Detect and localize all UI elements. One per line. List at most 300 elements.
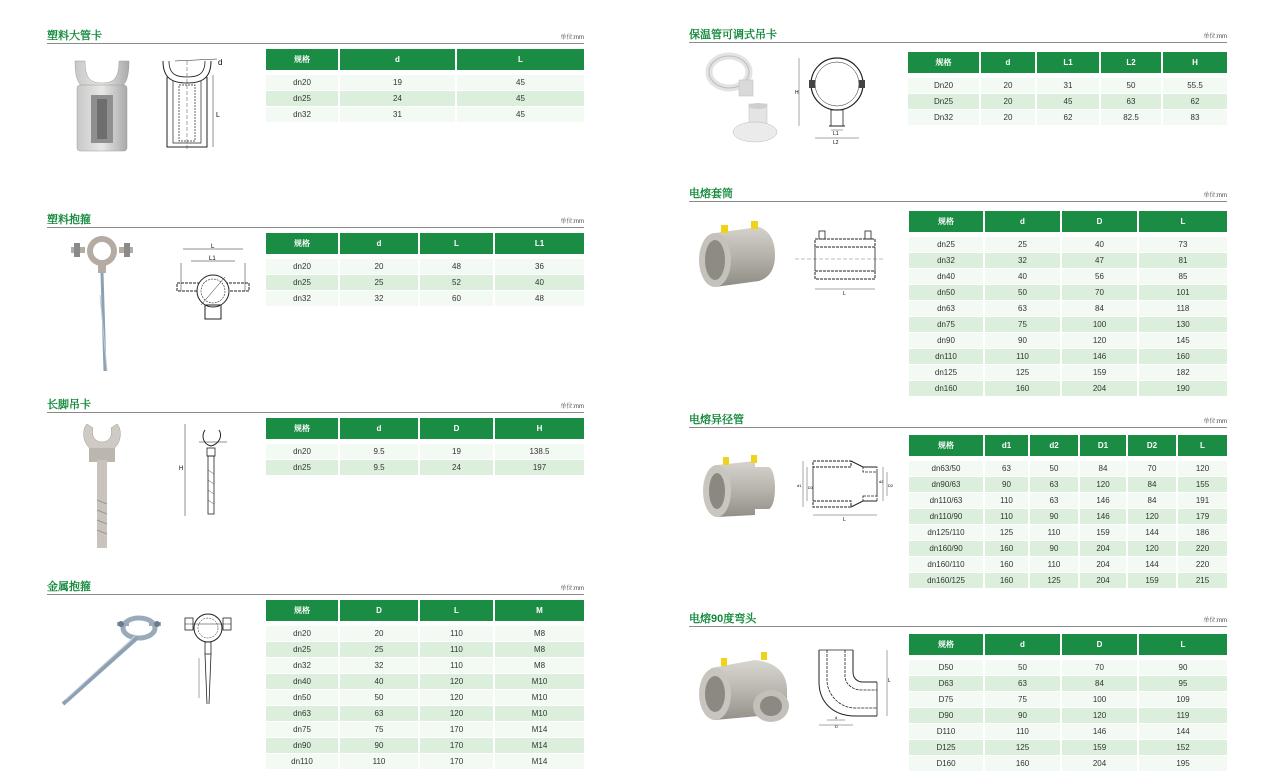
table-cell: dn90/63 (909, 477, 984, 493)
table-row (909, 253, 1227, 269)
table-cell: 152 (1138, 740, 1227, 756)
column-header: 规格 (266, 600, 339, 622)
table-cell: 145 (1138, 333, 1227, 349)
table-cell: 182 (1138, 365, 1227, 381)
table-cell: 197 (494, 460, 584, 476)
table-cell: 90 (984, 333, 1061, 349)
divider (47, 594, 584, 595)
table-cell: dn160/90 (909, 541, 984, 557)
technical-drawing (795, 54, 871, 144)
table-cell: 110 (1029, 525, 1079, 541)
table-row (909, 525, 1227, 541)
table-cell: 120 (419, 690, 494, 706)
product-photo (69, 235, 139, 375)
table-cell: 110 (1029, 557, 1079, 573)
table-cell: 75 (984, 692, 1061, 708)
table-cell: 9.5 (339, 444, 419, 460)
table-cell: 55.5 (1162, 78, 1227, 94)
table-cell: 81 (1138, 253, 1227, 269)
table-cell: 118 (1138, 301, 1227, 317)
product-photo (77, 420, 127, 552)
table-cell: 20 (980, 78, 1036, 94)
drawing-label: L (888, 678, 891, 684)
table-cell: 144 (1127, 557, 1177, 573)
unit-label: 单位:mm (560, 219, 584, 225)
table-cell: 90 (339, 738, 419, 754)
table-row (909, 365, 1227, 381)
table-row (266, 291, 584, 307)
table-cell: 84 (1127, 493, 1177, 509)
table-cell: dn160/110 (909, 557, 984, 573)
column-header: d (984, 211, 1061, 233)
table-cell: dn25 (909, 237, 984, 253)
unit-label: 单位:mm (1203, 618, 1227, 624)
table-cell: 50 (1100, 78, 1162, 94)
table-cell: dn32 (909, 253, 984, 269)
product-photo (695, 650, 791, 728)
table-cell: 110 (984, 349, 1061, 365)
table-cell: 24 (339, 91, 456, 107)
column-header: H (1162, 52, 1227, 74)
section-title: 电熔套筒 (689, 188, 733, 200)
table-cell: 48 (494, 291, 584, 307)
table-cell: 159 (1127, 573, 1177, 589)
section-title: 长脚吊卡 (47, 399, 91, 411)
table-cell: 73 (1138, 237, 1227, 253)
table-cell: dn63 (909, 301, 984, 317)
table-cell: 100 (1061, 317, 1138, 333)
table-cell: 195 (1138, 756, 1227, 772)
table-cell: M8 (494, 626, 584, 642)
table-cell: 120 (1079, 477, 1127, 493)
table-cell: 25 (339, 275, 419, 291)
table-cell: 159 (1061, 740, 1138, 756)
table-cell: dn40 (909, 269, 984, 285)
table-row (909, 660, 1227, 676)
technical-drawing (793, 227, 889, 299)
table-row (908, 78, 1227, 94)
table-cell: 144 (1138, 724, 1227, 740)
table-cell: Dn25 (908, 94, 980, 110)
table-cell: 31 (339, 107, 456, 123)
unit-label: 单位:mm (1203, 34, 1227, 40)
section-title: 金属抱箍 (47, 581, 91, 593)
technical-drawing (179, 420, 239, 520)
table-cell: 45 (456, 75, 584, 91)
table-cell: 101 (1138, 285, 1227, 301)
drawing-label: d (835, 715, 838, 720)
table-row (909, 557, 1227, 573)
table-cell: 144 (1127, 525, 1177, 541)
table-cell: D110 (909, 724, 984, 740)
table-cell: 90 (1029, 509, 1079, 525)
table-cell: 52 (419, 275, 494, 291)
table-cell: dn90 (909, 333, 984, 349)
table-cell: dn63/50 (909, 461, 984, 477)
column-header: 规格 (266, 49, 339, 71)
table-cell: 155 (1177, 477, 1227, 493)
table-row (909, 381, 1227, 397)
unit-label: 单位:mm (1203, 419, 1227, 425)
table-cell: 63 (984, 461, 1029, 477)
table-cell: 70 (1061, 285, 1138, 301)
spec-table (266, 418, 584, 475)
drawing-label: D2 (888, 483, 893, 488)
table-cell: 110 (419, 642, 494, 658)
table-row (266, 754, 584, 770)
table-cell: M10 (494, 706, 584, 722)
column-header: d (339, 233, 419, 255)
table-row (266, 674, 584, 690)
table-row (909, 756, 1227, 772)
table-cell: Dn20 (908, 78, 980, 94)
column-header: L (419, 233, 494, 255)
table-cell: dn25 (266, 275, 339, 291)
table-cell: 83 (1162, 110, 1227, 126)
table-cell: dn32 (266, 291, 339, 307)
table-row (909, 740, 1227, 756)
table-cell: 85 (1138, 269, 1227, 285)
table-cell: dn20 (266, 259, 339, 275)
table-cell: 220 (1177, 541, 1227, 557)
table-cell: 84 (1127, 477, 1177, 493)
section-title: 电熔90度弯头 (689, 613, 757, 625)
table-cell: 25 (339, 642, 419, 658)
table-cell: 84 (1079, 461, 1127, 477)
drawing-label: L (843, 291, 846, 297)
column-header: 规格 (266, 418, 339, 440)
table-row (909, 237, 1227, 253)
table-cell: D75 (909, 692, 984, 708)
table-cell: 190 (1138, 381, 1227, 397)
divider (689, 427, 1227, 428)
section-electrofusion-reducer (689, 411, 1227, 586)
table-row (266, 738, 584, 754)
table-cell: 119 (1138, 708, 1227, 724)
table-cell: M8 (494, 642, 584, 658)
table-row (909, 461, 1227, 477)
column-header: L1 (1036, 52, 1100, 74)
table-row (909, 541, 1227, 557)
table-cell: 90 (984, 708, 1061, 724)
table-cell: 170 (419, 754, 494, 770)
drawing-label: L (216, 112, 220, 119)
section-electrofusion-coupler (689, 185, 1227, 395)
section-title: 塑料大管卡 (47, 30, 102, 42)
column-header: L1 (494, 233, 584, 255)
table-cell: 48 (419, 259, 494, 275)
table-cell: 191 (1177, 493, 1227, 509)
table-cell: M8 (494, 658, 584, 674)
column-header: L (1138, 211, 1227, 233)
table-cell: 110 (984, 493, 1029, 509)
column-header: 规格 (909, 634, 984, 656)
drawing-label: L1 (833, 131, 839, 137)
table-cell: 70 (1127, 461, 1177, 477)
table-cell: 62 (1036, 110, 1100, 126)
table-cell: dn32 (266, 658, 339, 674)
table-cell: dn50 (909, 285, 984, 301)
table-row (909, 317, 1227, 333)
drawing-label: L2 (833, 140, 839, 144)
divider (47, 227, 584, 228)
table-cell: 95 (1138, 676, 1227, 692)
drawing-label: d1 (797, 483, 802, 488)
table-cell: 220 (1177, 557, 1227, 573)
table-cell: 32 (984, 253, 1061, 269)
table-cell: dn75 (909, 317, 984, 333)
divider (689, 42, 1227, 43)
table-cell: dn20 (266, 75, 339, 91)
technical-drawing (155, 57, 235, 152)
product-photo (699, 50, 779, 146)
table-cell: 50 (984, 285, 1061, 301)
table-cell: 120 (1061, 708, 1138, 724)
table-cell: 62 (1162, 94, 1227, 110)
table-cell: 32 (339, 291, 419, 307)
spec-table (908, 52, 1227, 125)
drawing-label: d2 (879, 479, 884, 484)
unit-label: 单位:mm (560, 586, 584, 592)
table-cell: 60 (419, 291, 494, 307)
product-photo (699, 455, 779, 521)
table-cell: dn32 (266, 107, 339, 123)
table-cell: 186 (1177, 525, 1227, 541)
table-cell: 84 (1061, 676, 1138, 692)
drawing-label: d (218, 58, 223, 67)
table-cell: 120 (419, 706, 494, 722)
table-cell: 75 (984, 317, 1061, 333)
table-cell: 110 (419, 626, 494, 642)
column-header: L (1177, 435, 1227, 457)
table-cell: dn50 (266, 690, 339, 706)
section-insulated-pipe-adjustable-hanger (689, 26, 1227, 166)
table-row (266, 444, 584, 460)
table-cell: 146 (1061, 349, 1138, 365)
table-cell: 32 (339, 658, 419, 674)
table-cell: 204 (1079, 573, 1127, 589)
table-cell: dn75 (266, 722, 339, 738)
table-cell: 20 (339, 626, 419, 642)
column-header: L (1138, 634, 1227, 656)
table-cell: 45 (1036, 94, 1100, 110)
table-cell: 204 (1061, 756, 1138, 772)
table-row (266, 75, 584, 91)
column-header: D (339, 600, 419, 622)
table-cell: 40 (339, 674, 419, 690)
spec-table (909, 634, 1227, 771)
table-cell: 50 (984, 660, 1061, 676)
table-row (909, 301, 1227, 317)
column-header: d (339, 418, 419, 440)
table-cell: 204 (1061, 381, 1138, 397)
table-cell: 19 (339, 75, 456, 91)
table-row (266, 642, 584, 658)
table-cell: dn125/110 (909, 525, 984, 541)
drawing-label: H (179, 466, 184, 472)
table-cell: dn25 (266, 91, 339, 107)
column-header: D1 (1079, 435, 1127, 457)
drawing-label: L (843, 517, 846, 521)
table-cell: 63 (339, 706, 419, 722)
table-cell: 47 (1061, 253, 1138, 269)
table-cell: M14 (494, 722, 584, 738)
table-cell: 159 (1061, 365, 1138, 381)
table-cell: 50 (339, 690, 419, 706)
table-cell: 170 (419, 722, 494, 738)
section-electrofusion-90-elbow (689, 610, 1227, 770)
table-row (909, 573, 1227, 589)
table-cell: 56 (1061, 269, 1138, 285)
table-row (908, 94, 1227, 110)
drawing-label: L (211, 244, 215, 250)
table-cell: D160 (909, 756, 984, 772)
table-row (909, 676, 1227, 692)
table-cell: Dn32 (908, 110, 980, 126)
table-row (909, 285, 1227, 301)
table-cell: 125 (984, 740, 1061, 756)
table-cell: D125 (909, 740, 984, 756)
column-header: 规格 (266, 233, 339, 255)
table-cell: 160 (984, 557, 1029, 573)
table-cell: 120 (1127, 509, 1177, 525)
table-cell: 100 (1061, 692, 1138, 708)
section-title: 保温管可调式吊卡 (689, 29, 777, 41)
technical-drawing (171, 243, 257, 328)
table-row (266, 259, 584, 275)
table-row (908, 110, 1227, 126)
drawing-label: H (795, 90, 799, 96)
table-cell: D50 (909, 660, 984, 676)
column-header: L (419, 600, 494, 622)
table-row (909, 509, 1227, 525)
divider (689, 201, 1227, 202)
table-cell: 110 (339, 754, 419, 770)
divider (689, 626, 1227, 627)
table-row (909, 493, 1227, 509)
table-cell: dn90 (266, 738, 339, 754)
table-cell: 40 (494, 275, 584, 291)
table-cell: dn160/125 (909, 573, 984, 589)
column-header: D (1061, 211, 1138, 233)
table-row (266, 626, 584, 642)
table-cell: 90 (984, 477, 1029, 493)
table-cell: dn125 (909, 365, 984, 381)
table-cell: 130 (1138, 317, 1227, 333)
table-cell: 31 (1036, 78, 1100, 94)
table-cell: 63 (984, 676, 1061, 692)
table-cell: 160 (984, 573, 1029, 589)
technical-drawing (813, 646, 893, 728)
table-cell: 215 (1177, 573, 1227, 589)
table-row (266, 275, 584, 291)
table-cell: 36 (494, 259, 584, 275)
table-cell: M10 (494, 690, 584, 706)
column-header: d (339, 49, 456, 71)
table-cell: 110 (984, 724, 1061, 740)
table-cell: dn110 (909, 349, 984, 365)
table-cell: dn40 (266, 674, 339, 690)
section-metal-hoop (47, 578, 584, 768)
column-header: d (980, 52, 1036, 74)
table-cell: 40 (1061, 237, 1138, 253)
technical-drawing (793, 455, 893, 521)
table-cell: M14 (494, 754, 584, 770)
table-cell: 75 (339, 722, 419, 738)
drawing-label: D1 (808, 485, 814, 490)
table-cell: 160 (984, 381, 1061, 397)
spec-table (909, 211, 1227, 396)
table-cell: D63 (909, 676, 984, 692)
table-row (909, 349, 1227, 365)
table-cell: dn63 (266, 706, 339, 722)
column-header: 规格 (909, 435, 984, 457)
table-cell: 63 (1100, 94, 1162, 110)
drawing-label: D (835, 724, 838, 728)
table-cell: 63 (984, 301, 1061, 317)
table-cell: 125 (984, 525, 1029, 541)
table-cell: dn110/90 (909, 509, 984, 525)
table-cell: 20 (339, 259, 419, 275)
divider (47, 412, 584, 413)
table-cell: M10 (494, 674, 584, 690)
table-cell: 120 (1061, 333, 1138, 349)
column-header: d2 (1029, 435, 1079, 457)
table-cell: 146 (1061, 724, 1138, 740)
table-cell: 63 (1029, 493, 1079, 509)
table-row (909, 477, 1227, 493)
drawing-label: L1 (209, 256, 216, 262)
product-photo (67, 55, 137, 155)
table-cell: M14 (494, 738, 584, 754)
table-cell: 125 (984, 365, 1061, 381)
section-plastic-hoop (47, 211, 584, 381)
table-cell: 20 (980, 94, 1036, 110)
column-header: D (419, 418, 494, 440)
table-cell: 125 (1029, 573, 1079, 589)
unit-label: 单位:mm (560, 404, 584, 410)
technical-drawing (181, 608, 235, 708)
table-cell: dn110 (266, 754, 339, 770)
table-cell: 204 (1079, 557, 1127, 573)
product-photo (695, 221, 777, 291)
table-cell: 90 (1138, 660, 1227, 676)
table-cell: dn25 (266, 460, 339, 476)
column-header: L2 (1100, 52, 1162, 74)
divider (47, 43, 584, 44)
table-cell: 110 (419, 658, 494, 674)
unit-label: 单位:mm (1203, 193, 1227, 199)
spec-table (909, 435, 1227, 588)
table-cell: dn20 (266, 444, 339, 460)
table-row (266, 460, 584, 476)
column-header: d1 (984, 435, 1029, 457)
table-cell: 109 (1138, 692, 1227, 708)
spec-table (266, 49, 584, 122)
table-row (266, 706, 584, 722)
table-row (266, 91, 584, 107)
column-header: d (984, 634, 1061, 656)
table-row (266, 107, 584, 123)
table-cell: dn160 (909, 381, 984, 397)
table-cell: 160 (984, 541, 1029, 557)
spec-table (266, 600, 584, 769)
section-plastic-large-pipe-clip (47, 27, 584, 177)
table-cell: 84 (1061, 301, 1138, 317)
column-header: L (456, 49, 584, 71)
table-cell: 19 (419, 444, 494, 460)
table-cell: dn25 (266, 642, 339, 658)
